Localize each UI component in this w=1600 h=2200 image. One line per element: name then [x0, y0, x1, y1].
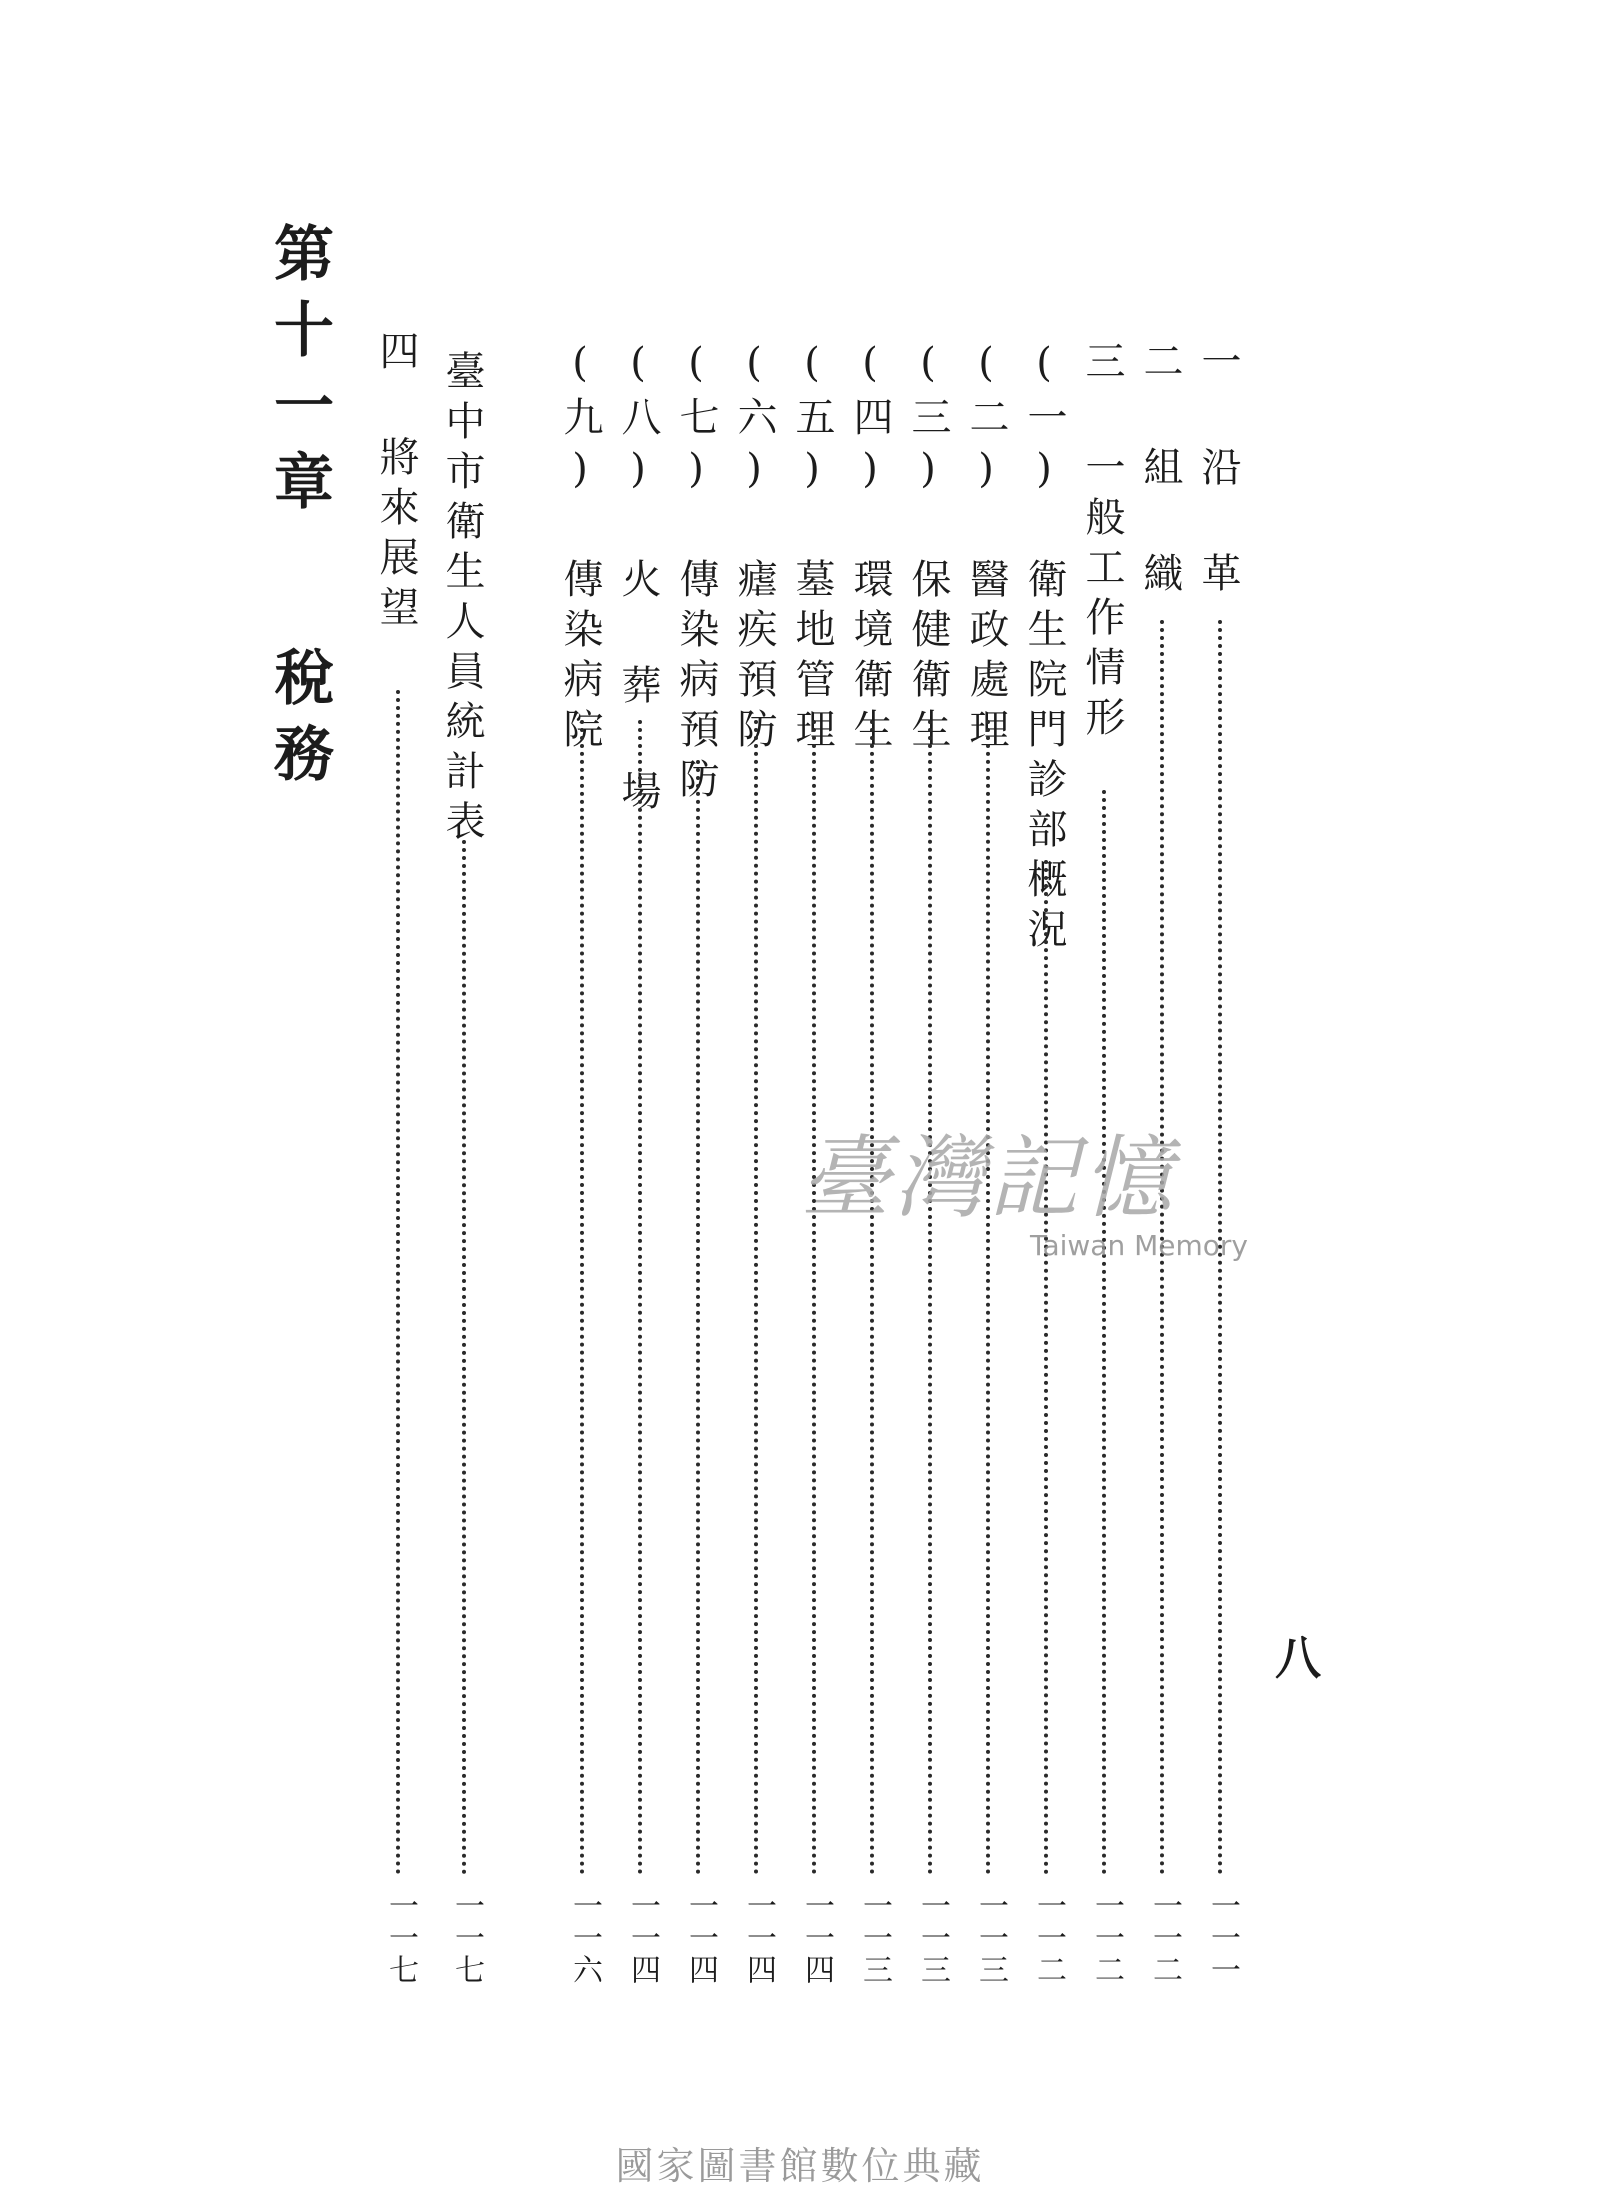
dot-leader [754, 720, 758, 1875]
dot-leader [928, 720, 932, 1875]
toc-page-number: 一一二 [1031, 1890, 1066, 1986]
toc-entry-label: (三) 保健衛生 [905, 340, 951, 758]
toc-page-number: 一一七 [449, 1890, 484, 1986]
toc-page-number: 一一四 [625, 1890, 660, 1986]
toc-entry-8 [789, 340, 835, 758]
page-marker: 八 [1275, 1631, 1321, 1685]
toc-entry-label: (五) 墓地管理 [789, 340, 835, 758]
toc-entry-5 [963, 340, 1009, 758]
toc-entry-7 [847, 340, 893, 758]
toc-entry-label: (九) 傳染病院 [557, 340, 603, 758]
toc-entry-13 [439, 350, 485, 850]
toc-entry-10 [673, 340, 719, 808]
toc-entry-label: 臺中市衛生人員統計表 [439, 350, 485, 850]
toc-page-number: 一一三 [857, 1890, 892, 1986]
toc-page-number: 一一二 [1089, 1890, 1124, 1986]
toc-page-number: 一一二 [1147, 1890, 1182, 1986]
toc-entry-14 [373, 330, 419, 636]
footer-credit: 國家圖書館數位典藏 [615, 2144, 985, 2188]
chapter-subtitle: 稅務 [264, 646, 334, 798]
chapter-title: 第十一章 [264, 222, 334, 526]
chapter-heading [256, 222, 342, 798]
toc-entry-label: (二) 醫政處理 [963, 340, 1009, 758]
dot-leader [1102, 790, 1106, 1875]
dot-leader [870, 720, 874, 1875]
toc-page-number: 一一六 [567, 1890, 602, 1986]
toc-entry-label: 四 將來展望 [373, 330, 419, 636]
toc-page-number: 一一四 [741, 1890, 776, 1986]
dot-leader [696, 760, 700, 1875]
dot-leader [812, 720, 816, 1875]
watermark [800, 1105, 1248, 1262]
toc-entry-2 [1137, 340, 1183, 602]
toc-page-number: 一一三 [915, 1890, 950, 1986]
dot-leader [396, 690, 400, 1875]
toc-entry-12 [557, 340, 603, 758]
toc-page-number: 一一七 [383, 1890, 418, 1986]
toc-page-number: 一一一 [1205, 1890, 1240, 1986]
toc-entry-label: (四) 環境衛生 [847, 340, 893, 758]
toc-entry-9 [731, 340, 777, 758]
toc-page-number: 一一三 [973, 1890, 1008, 1986]
dot-leader [638, 720, 642, 1875]
toc-page-number: 一一四 [683, 1890, 718, 1986]
dot-leader [462, 840, 466, 1875]
watermark-cn: 臺灣記憶 [800, 1126, 1176, 1231]
toc-entry-1 [1195, 340, 1241, 602]
toc-entry-label: 二 組 織 [1137, 340, 1183, 602]
toc-entry-label: (一) 衛生院門診部概況 [1021, 340, 1067, 958]
toc-entry-label: 三 一般工作情形 [1079, 340, 1125, 746]
dot-leader [986, 720, 990, 1875]
toc-entry-label: 一 沿 革 [1195, 340, 1241, 602]
toc-entry-3 [1079, 340, 1125, 746]
toc-entry-label: (六) 瘧疾預防 [731, 340, 777, 758]
dot-leader [1044, 860, 1048, 1875]
watermark-en: Taiwan Memory [1030, 1229, 1248, 1262]
toc-entry-label: (七) 傳染病預防 [673, 340, 719, 808]
dot-leader [580, 720, 584, 1875]
toc-page-number: 一一四 [799, 1890, 834, 1986]
toc-entry-6 [905, 340, 951, 758]
toc-entry-label: (八) 火 葬 場 [615, 340, 661, 820]
